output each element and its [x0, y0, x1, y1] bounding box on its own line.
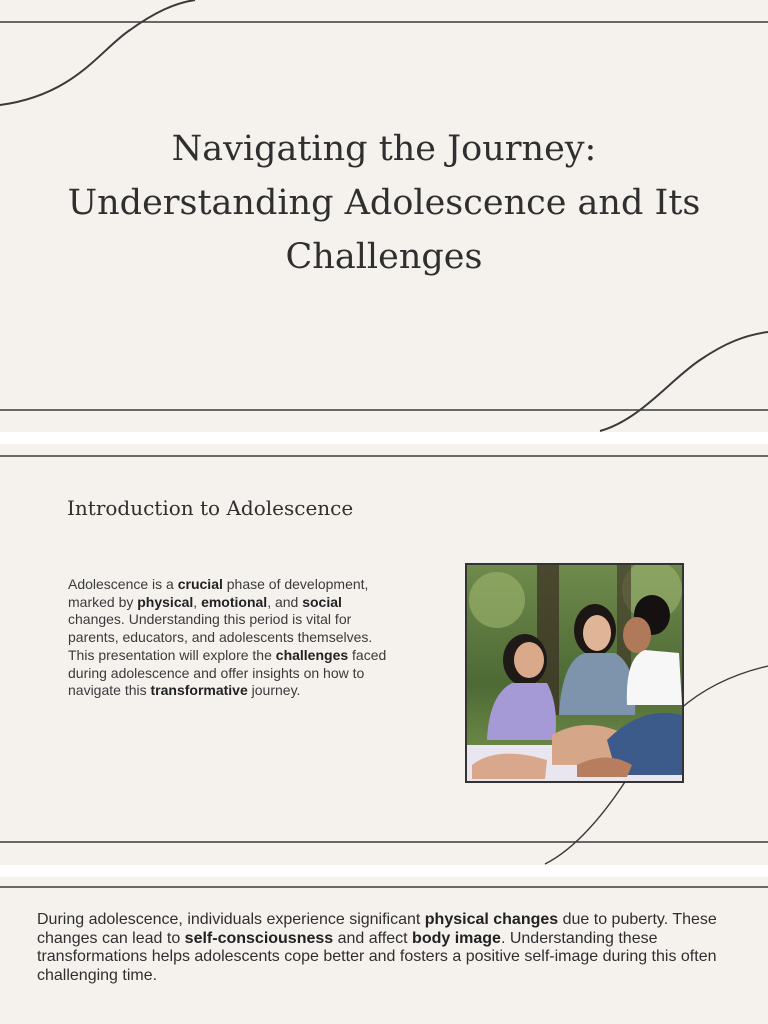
bottom-right-curve [600, 332, 768, 431]
title-slide [0, 0, 768, 432]
teens-photo [465, 563, 684, 783]
page-title: Navigating the Journey: Understanding Adolescence and Its Challenges [67, 129, 701, 277]
intro-paragraph: Adolescence is a crucial phase of development, marked by physical, emotional, and social changes. Understanding this period is vital for parents, educators, and adolescents themselves. This presentation will explore the challenges faced during adolescence and offer insights on how to navigate this transformative journey. [68, 576, 387, 699]
section-heading: Introduction to Adolescence [67, 496, 354, 520]
top-left-curve [0, 0, 195, 105]
teens-photo-illustration [467, 565, 682, 781]
physical-changes-paragraph: During adolescence, individuals experience significant physical changes due to puberty. These changes can lead to self-consciousness and affect body image. Understanding these transformations helps adolescents cope better and fosters a positive self-image during this often challenging time. [37, 911, 717, 984]
intro-slide [0, 444, 768, 865]
physical-changes-slide [0, 877, 768, 1024]
